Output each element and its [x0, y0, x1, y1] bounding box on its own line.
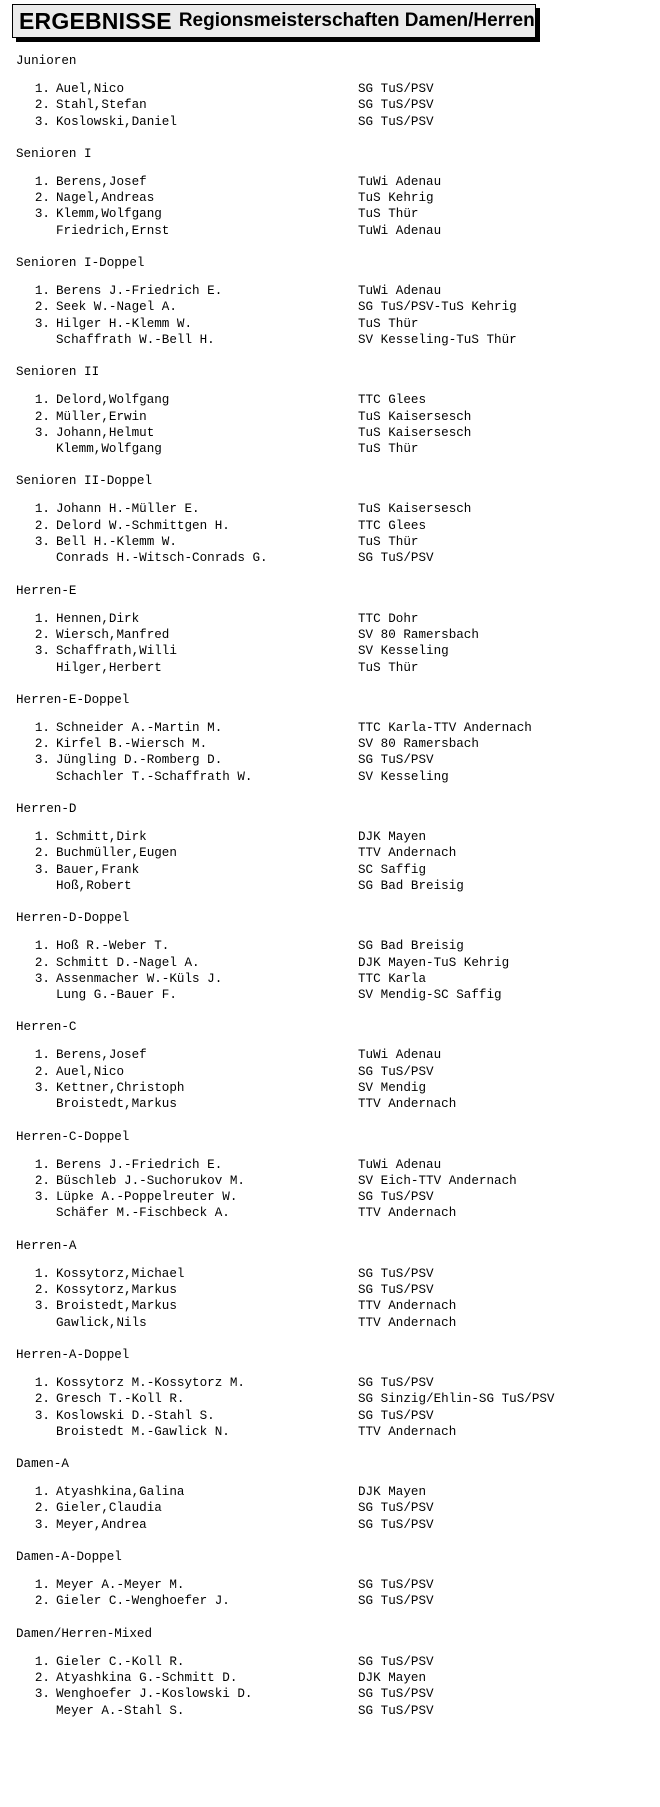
section-title: Herren-A: [16, 1238, 77, 1253]
club-name: TuS Kehrig: [358, 191, 434, 206]
result-place: 3.: [34, 114, 50, 129]
result-row: [0, 1500, 660, 1516]
result-place: 2.: [34, 1670, 50, 1685]
club-name: SV Mendig: [358, 1080, 427, 1095]
result-row: [0, 81, 660, 97]
section-title: Herren-D: [16, 802, 77, 817]
section-title: Senioren I-Doppel: [16, 256, 145, 271]
result-row: [0, 1282, 660, 1298]
result-place: 2.: [34, 98, 50, 113]
player-name: Gieler,Claudia: [56, 1501, 162, 1516]
club-name: TTV Andernach: [358, 1097, 457, 1112]
player-name: Berens,Josef: [56, 1048, 147, 1063]
result-place: 2.: [34, 846, 50, 861]
result-row: [0, 1173, 660, 1189]
result-place: 3.: [34, 207, 50, 222]
section-title: Senioren II-Doppel: [16, 474, 153, 489]
result-row: [0, 1654, 660, 1670]
result-row: [0, 736, 660, 752]
club-name: TTV Andernach: [358, 1299, 457, 1314]
header-title-big: ERGEBNISSE: [19, 7, 172, 34]
result-place: 3.: [34, 1687, 50, 1702]
club-name: SG TuS/PSV: [358, 1283, 434, 1298]
player-name: Schäfer M.-Fischbeck A.: [56, 1206, 230, 1221]
result-place: 1.: [34, 1485, 50, 1500]
club-name: DJK Mayen: [358, 1670, 427, 1685]
result-place: 1.: [34, 1157, 50, 1172]
player-name: Kossytorz,Markus: [56, 1283, 177, 1298]
result-row: [0, 332, 660, 348]
club-name: SG TuS/PSV: [358, 1408, 434, 1423]
result-row: [0, 611, 660, 627]
section-title: Herren-A-Doppel: [16, 1347, 130, 1362]
result-row: [0, 425, 660, 441]
result-row: [0, 1064, 660, 1080]
player-name: Schachler T.-Schaffrath W.: [56, 769, 253, 784]
club-name: SG TuS/PSV: [358, 98, 434, 113]
result-row: [0, 409, 660, 425]
player-name: Koslowski D.-Stahl S.: [56, 1408, 215, 1423]
result-row: [0, 1484, 660, 1500]
result-place: 2.: [34, 1173, 50, 1188]
club-name: TuWi Adenau: [358, 174, 442, 189]
player-name: Schmitt D.-Nagel A.: [56, 955, 200, 970]
player-name: Schneider A.-Martin M.: [56, 720, 223, 735]
result-row: [0, 720, 660, 736]
result-row: [0, 1315, 660, 1331]
result-row: [0, 1424, 660, 1440]
result-place: 3.: [34, 753, 50, 768]
club-name: TuS Thür: [358, 660, 419, 675]
result-place: 1.: [34, 502, 50, 517]
result-row: [0, 1408, 660, 1424]
result-place: 3.: [34, 971, 50, 986]
player-name: Hilger,Herbert: [56, 660, 162, 675]
club-name: TTC Karla: [358, 971, 427, 986]
result-place: 1.: [34, 1266, 50, 1281]
player-name: Wiersch,Manfred: [56, 627, 170, 642]
player-name: Seek W.-Nagel A.: [56, 300, 177, 315]
player-name: Kossytorz M.-Kossytorz M.: [56, 1375, 245, 1390]
player-name: Stahl,Stefan: [56, 98, 147, 113]
result-row: [0, 316, 660, 332]
result-row: [0, 955, 660, 971]
player-name: Müller,Erwin: [56, 409, 147, 424]
result-row: [0, 878, 660, 894]
result-place: 3.: [34, 862, 50, 877]
results-section: [0, 141, 660, 250]
result-place: 2.: [34, 1283, 50, 1298]
result-row: [0, 534, 660, 550]
club-name: TTV Andernach: [358, 1315, 457, 1330]
player-name: Gieler C.-Wenghoefer J.: [56, 1594, 230, 1609]
result-place: 3.: [34, 425, 50, 440]
club-name: TTC Glees: [358, 518, 427, 533]
player-name: Schaffrath,Willi: [56, 644, 177, 659]
club-name: SG Sinzig/Ehlin-SG TuS/PSV: [358, 1392, 555, 1407]
player-name: Berens J.-Friedrich E.: [56, 1157, 223, 1172]
player-name: Auel,Nico: [56, 1064, 125, 1079]
player-name: Gieler C.-Koll R.: [56, 1654, 185, 1669]
club-name: TuWi Adenau: [358, 1048, 442, 1063]
player-name: Nagel,Andreas: [56, 191, 155, 206]
result-row: [0, 550, 660, 566]
result-place: 1.: [34, 1048, 50, 1063]
result-row: [0, 1686, 660, 1702]
results-header: [12, 4, 536, 38]
result-place: 1.: [34, 1654, 50, 1669]
result-row: [0, 1391, 660, 1407]
result-place: 3.: [34, 535, 50, 550]
section-title: Damen/Herren-Mixed: [16, 1626, 153, 1641]
result-row: [0, 518, 660, 534]
result-row: [0, 1517, 660, 1533]
club-name: TuWi Adenau: [358, 284, 442, 299]
player-name: Koslowski,Daniel: [56, 114, 177, 129]
player-name: Kirfel B.-Wiersch M.: [56, 737, 208, 752]
club-name: SG Bad Breisig: [358, 878, 464, 893]
result-place: 2.: [34, 300, 50, 315]
results-section: [0, 1342, 660, 1451]
club-name: SV Kesseling: [358, 644, 449, 659]
club-name: TuWi Adenau: [358, 1157, 442, 1172]
result-place: 1.: [34, 830, 50, 845]
result-place: 3.: [34, 644, 50, 659]
results-section: [0, 1544, 660, 1621]
club-name: DJK Mayen-TuS Kehrig: [358, 955, 510, 970]
result-row: [0, 1670, 660, 1686]
player-name: Gawlick,Nils: [56, 1315, 147, 1330]
player-name: Johann,Helmut: [56, 425, 155, 440]
result-row: [0, 643, 660, 659]
result-place: 2.: [34, 518, 50, 533]
player-name: Hoß R.-Weber T.: [56, 939, 170, 954]
player-name: Büschleb J.-Suchorukov M.: [56, 1173, 245, 1188]
result-row: [0, 441, 660, 457]
club-name: SG TuS/PSV: [358, 1501, 434, 1516]
club-name: SV Kesseling: [358, 769, 449, 784]
player-name: Hennen,Dirk: [56, 611, 140, 626]
result-row: [0, 97, 660, 113]
section-title: Herren-C: [16, 1020, 77, 1035]
results-section: [0, 359, 660, 468]
club-name: SG TuS/PSV: [358, 1578, 434, 1593]
result-place: 2.: [34, 191, 50, 206]
player-name: Jüngling D.-Romberg D.: [56, 753, 223, 768]
club-name: SG TuS/PSV-TuS Kehrig: [358, 300, 517, 315]
player-name: Hoß,Robert: [56, 878, 132, 893]
player-name: Delord,Wolfgang: [56, 393, 170, 408]
results-section: [0, 468, 660, 577]
player-name: Schaffrath W.-Bell H.: [56, 332, 215, 347]
player-name: Berens J.-Friedrich E.: [56, 284, 223, 299]
result-row: [0, 1266, 660, 1282]
club-name: SC Saffig: [358, 862, 427, 877]
result-place: 2.: [34, 1594, 50, 1609]
player-name: Wenghoefer J.-Koslowski D.: [56, 1687, 253, 1702]
club-name: TuS Kaisersesch: [358, 425, 472, 440]
club-name: TuS Thür: [358, 535, 419, 550]
club-name: TTC Karla-TTV Andernach: [358, 720, 532, 735]
club-name: SV Eich-TTV Andernach: [358, 1173, 517, 1188]
result-place: 2.: [34, 1501, 50, 1516]
player-name: Klemm,Wolfgang: [56, 442, 162, 457]
club-name: SG TuS/PSV: [358, 1375, 434, 1390]
club-name: SV Kesseling-TuS Thür: [358, 332, 517, 347]
result-row: [0, 769, 660, 785]
section-title: Senioren I: [16, 146, 92, 161]
club-name: SV 80 Ramersbach: [358, 627, 479, 642]
result-place: 3.: [34, 1408, 50, 1423]
section-title: Junioren: [16, 54, 77, 68]
section-title: Herren-C-Doppel: [16, 1129, 130, 1144]
result-row: [0, 938, 660, 954]
results-list: [0, 48, 660, 1730]
section-title: Herren-D-Doppel: [16, 911, 130, 926]
club-name: TTC Dohr: [358, 611, 419, 626]
results-section: [0, 1014, 660, 1123]
club-name: SG TuS/PSV: [358, 82, 434, 96]
result-row: [0, 829, 660, 845]
result-row: [0, 1205, 660, 1221]
header-title-small: Regionsmeisterschaften Damen/Herren: [178, 10, 535, 31]
result-row: [0, 660, 660, 676]
section-title: Damen-A-Doppel: [16, 1550, 122, 1565]
result-place: 1.: [34, 82, 50, 96]
section-title: Senioren II: [16, 365, 100, 380]
club-name: SG TuS/PSV: [358, 753, 434, 768]
club-name: SG TuS/PSV: [358, 1266, 434, 1281]
result-row: [0, 971, 660, 987]
player-name: Hilger H.-Klemm W.: [56, 316, 193, 331]
player-name: Broistedt M.-Gawlick N.: [56, 1424, 230, 1439]
player-name: Berens,Josef: [56, 174, 147, 189]
club-name: SV Mendig-SC Saffig: [358, 988, 502, 1003]
result-row: [0, 190, 660, 206]
result-row: [0, 206, 660, 222]
result-row: [0, 627, 660, 643]
club-name: TuS Thür: [358, 442, 419, 457]
player-name: Broistedt,Markus: [56, 1299, 177, 1314]
club-name: SG TuS/PSV: [358, 1687, 434, 1702]
result-place: 2.: [34, 737, 50, 752]
result-row: [0, 752, 660, 768]
player-name: Conrads H.-Witsch-Conrads G.: [56, 551, 268, 566]
result-place: 1.: [34, 393, 50, 408]
player-name: Meyer,Andrea: [56, 1517, 147, 1532]
result-row: [0, 299, 660, 315]
player-name: Meyer A.-Stahl S.: [56, 1703, 185, 1718]
club-name: SG TuS/PSV: [358, 551, 434, 566]
player-name: Meyer A.-Meyer M.: [56, 1578, 185, 1593]
result-place: 2.: [34, 1064, 50, 1079]
results-section: [0, 796, 660, 905]
results-section: [0, 1233, 660, 1342]
club-name: TuWi Adenau: [358, 223, 442, 238]
player-name: Schmitt,Dirk: [56, 830, 147, 845]
player-name: Auel,Nico: [56, 82, 125, 96]
result-place: 3.: [34, 1080, 50, 1095]
club-name: TTV Andernach: [358, 846, 457, 861]
result-row: [0, 174, 660, 190]
player-name: Gresch T.-Koll R.: [56, 1392, 185, 1407]
player-name: Delord W.-Schmittgen H.: [56, 518, 230, 533]
results-section: [0, 1621, 660, 1730]
player-name: Lung G.-Bauer F.: [56, 988, 177, 1003]
club-name: TTC Glees: [358, 393, 427, 408]
result-row: [0, 1080, 660, 1096]
results-section: [0, 578, 660, 687]
club-name: TTV Andernach: [358, 1206, 457, 1221]
result-row: [0, 114, 660, 130]
result-place: 1.: [34, 720, 50, 735]
result-row: [0, 862, 660, 878]
result-row: [0, 1157, 660, 1173]
result-row: [0, 1047, 660, 1063]
club-name: DJK Mayen: [358, 1485, 427, 1500]
player-name: Broistedt,Markus: [56, 1097, 177, 1112]
result-row: [0, 392, 660, 408]
result-row: [0, 845, 660, 861]
result-place: 1.: [34, 1375, 50, 1390]
player-name: Atyashkina G.-Schmitt D.: [56, 1670, 238, 1685]
player-name: Friedrich,Ernst: [56, 223, 170, 238]
result-row: [0, 283, 660, 299]
club-name: SG Bad Breisig: [358, 939, 464, 954]
player-name: Atyashkina,Galina: [56, 1485, 185, 1500]
result-place: 1.: [34, 284, 50, 299]
result-place: 3.: [34, 1299, 50, 1314]
section-title: Herren-E: [16, 583, 77, 598]
section-title: Damen-A: [16, 1457, 69, 1472]
club-name: SG TuS/PSV: [358, 1594, 434, 1609]
result-place: 1.: [34, 939, 50, 954]
result-row: [0, 1096, 660, 1112]
result-row: [0, 1298, 660, 1314]
result-row: [0, 1593, 660, 1609]
results-section: [0, 250, 660, 359]
player-name: Bell H.-Klemm W.: [56, 535, 177, 550]
player-name: Buchmüller,Eugen: [56, 846, 177, 861]
result-row: [0, 223, 660, 239]
club-name: SV 80 Ramersbach: [358, 737, 479, 752]
club-name: TuS Kaisersesch: [358, 409, 472, 424]
player-name: Kossytorz,Michael: [56, 1266, 185, 1281]
player-name: Bauer,Frank: [56, 862, 140, 877]
result-place: 2.: [34, 955, 50, 970]
club-name: SG TuS/PSV: [358, 114, 434, 129]
club-name: SG TuS/PSV: [358, 1190, 434, 1205]
results-section: [0, 1451, 660, 1544]
result-place: 2.: [34, 409, 50, 424]
result-place: 1.: [34, 611, 50, 626]
player-name: Klemm,Wolfgang: [56, 207, 162, 222]
player-name: Johann H.-Müller E.: [56, 502, 200, 517]
player-name: Kettner,Christoph: [56, 1080, 185, 1095]
result-place: 3.: [34, 1190, 50, 1205]
club-name: TTV Andernach: [358, 1424, 457, 1439]
results-section: [0, 905, 660, 1014]
player-name: Assenmacher W.-Küls J.: [56, 971, 223, 986]
club-name: SG TuS/PSV: [358, 1703, 434, 1718]
club-name: TuS Thür: [358, 316, 419, 331]
results-section: [0, 48, 660, 141]
result-row: [0, 1703, 660, 1719]
results-section: [0, 1124, 660, 1233]
results-section: [0, 687, 660, 796]
club-name: TuS Kaisersesch: [358, 502, 472, 517]
club-name: DJK Mayen: [358, 830, 427, 845]
player-name: Lüpke A.-Poppelreuter W.: [56, 1190, 238, 1205]
club-name: SG TuS/PSV: [358, 1064, 434, 1079]
result-place: 1.: [34, 1578, 50, 1593]
club-name: SG TuS/PSV: [358, 1654, 434, 1669]
result-row: [0, 1577, 660, 1593]
result-row: [0, 501, 660, 517]
club-name: TuS Thür: [358, 207, 419, 222]
result-place: 1.: [34, 174, 50, 189]
result-row: [0, 1375, 660, 1391]
result-row: [0, 987, 660, 1003]
result-place: 3.: [34, 1517, 50, 1532]
result-place: 3.: [34, 316, 50, 331]
section-title: Herren-E-Doppel: [16, 692, 130, 707]
result-place: 2.: [34, 627, 50, 642]
result-row: [0, 1189, 660, 1205]
result-place: 2.: [34, 1392, 50, 1407]
club-name: SG TuS/PSV: [358, 1517, 434, 1532]
